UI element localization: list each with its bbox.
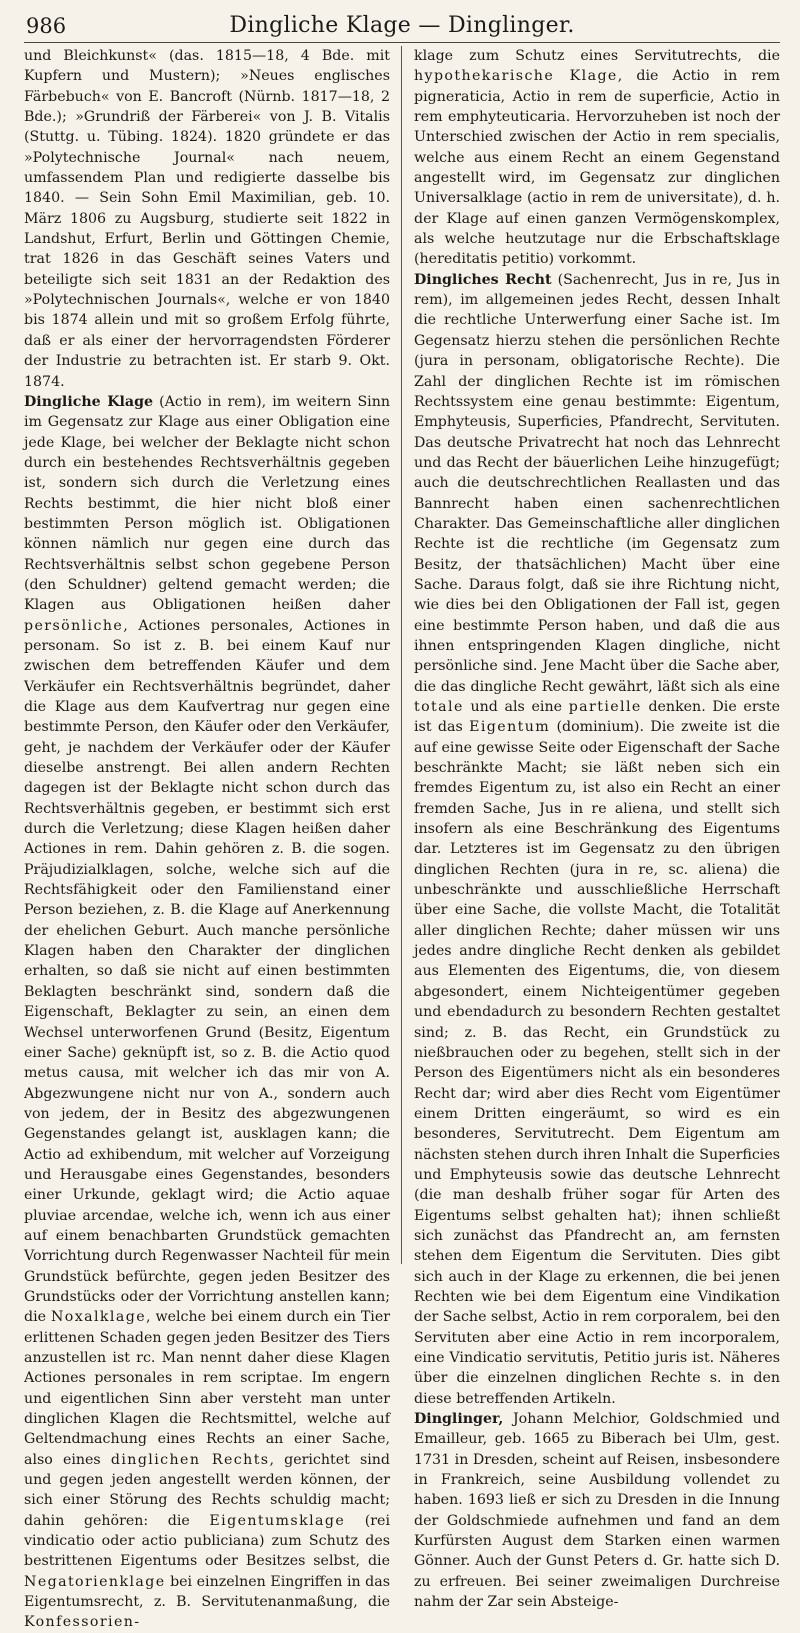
text-columns xyxy=(24,46,780,1631)
entry-dinglinger: Dinglinger, Johann Melchior, Goldschmied und Emailleur, geb. 1665 zu Biberach bei Ulm, gest. 1731 in Dresden, scheint auf Reisen, insbesondere in Frankreich, seine Ausbildung vollendet zu haben. 1693 ließ er sich zu Dresden in die Innung der Goldschmiede aufnehmen und fand an dem Kurfürsten August dem Starken einen warmen Gönner. Auch der Gunst Peters d. Gr. hatte sich D. zu erfreuen. Bei seiner zweimaligen Durchreise nahm der Zar sein Absteige- xyxy=(414,1411,780,1611)
page-header xyxy=(24,8,780,43)
entry-continuation-right: klage zum Schutz eines Servitutrechts, die hypothekarische Klage, die Actio in rem pigneraticia, Actio in rem de superficie, Actio in rem emphyteuticaria. Hervorzuheben ist noch der Unterschied zwischen der Actio in rem specialis, welche aus einem Recht an einem Gegenstand angestellt wird, im Gegensatz zur dinglichen Universalklage (actio in rem de universitate), d. h. der Klage auf einen ganzen Vermögenskomplex, als welche heutzutage nur die Erbschaftsklage (hereditatis petitio) vorkommt. xyxy=(414,48,780,268)
entry-continuation: und Bleichkunst« (das. 1815—18, 4 Bde. mit Kupfern und Mustern); »Neues englisches Färbebuch« von E. Bancroft (Nürnb. 1817—18, 2 Bde.); »Grundriß der Färberei« von J. B. Vitalis (Stuttg. u. Tübing. 1824). 1820 gründete er das »Polytechnische Journal« nach neuem, umfassendem Plan und redigierte dasselbe bis 1840. — Sein Sohn Emil Maximilian, geb. 10. März 1806 zu Augsburg, studierte seit 1822 in Landshut, Erfurt, Berlin und Göttingen Chemie, trat 1826 in das Geschäft seines Vaters und beteiligte sich seit 1831 an der Redaktion des »Polytechnischen Journals«, welche er von 1840 bis 1874 allein und mit so großem Erfolg führte, daß er als einer der hervorragendsten Förderer der Industrie zu betrachten ist. Er starb 9. Okt. 1874. xyxy=(24,48,390,390)
lemma-heading: Dingliche Klage xyxy=(24,393,154,410)
running-title: Dingliche Klage — Dinglinger. xyxy=(229,13,575,38)
entry-dingliche-klage: Dingliche Klage (Actio in rem), im weitern Sinn im Gegensatz zur Klage aus einer Obligation eine jede Klage, bei welcher der Beklagte nicht schon durch ein bestehendes Rechtsverhältnis gegeben ist, sondern sich durch die Verletzung eines Rechts bestimmt, die hier nicht bloß einer bestimmten Person möglich ist. Obligationen können nämlich nur gegen eine durch das Rechtsverhältnis selbst schon gegebene Person (den Schuldner) geltend gemacht werden; die Klagen aus Obligationen heißen daher persönliche, Actiones personales, Actiones in personam. So ist z. B. bei einem Kauf nur zwischen dem betreffenden Käufer und dem Verkäufer ein Rechtsverhältnis begründet, daher die Klage aus dem Kaufvertrag nur gegen eine bestimmte Person, den Käufer oder den Verkäufer, geht, je nachdem der Verkäufer oder der Käufer dieselbe anstrengt. Bei allen andern Rechten dagegen ist der Beklagte nicht schon durch das Rechtsverhältnis gegeben, er bestimmt sich erst durch die Verletzung; diese Klagen heißen daher Actiones in rem. Dahin gehören z. B. die sogen. Präjudizialklagen, solche, welche sich auf die Rechtsfähigkeit oder den Familienstand einer Person beziehen, z. B. die Klage auf Anerkennung der ehelichen Geburt. Auch manche persönliche Klagen haben den Charakter der dinglichen erhalten, so daß sie nicht auf einen bestimmten Beklagten beschränkt sind, sondern daß die Eigenschaft, Beklagter zu sein, an einen dem Wechsel unterworfenen Grund (Besitz, Eigentum einer Sache) geknüpft ist, so z. B. die Actio quod metus causa, mit welcher ich das mir von A. Abgezwungene nicht nur von A., sondern auch von jedem, der in Besitz des abgezwungenen Gegenstandes gelangt ist, ausklagen kann; die Actio ad exhibendum, mit welcher auf Vorzeigung und Herausgabe eines Gegenstandes, besonders einer Urkunde, geklagt wird; die Actio aquae pluviae arcendae, welche ich, wenn ich aus einer auf einem benachbarten Grundstück gemachten Vorrichtung durch Regenwasser Nachteil für mein Grundstück befürchte, gegen jeden Besitzer des Grundstücks oder der Vorrichtung anstellen kann; die Noxalklage, welche bei einem durch ein Tier erlittenen Schaden gegen jeden Besitzer des Tiers anzustellen ist rc. Man nennt daher diese Klagen Actiones personales in rem scriptae. Im engern und eigentlichen Sinn aber versteht man unter dinglichen Klagen die Rechtsmittel, welche auf Geltendmachung eines Rechts an einer Sache, also eines dinglichen Rechts, gerichtet sind und gegen jeden angestellt werden können, der sich einer Störung des Rechts schuldig macht; dahin gehören: die Eigentumsklage (rei vindicatio oder actio publiciana) zum Schutz des bestrittenen Eigentums oder Besitzes selbst, die Negatorienklage bei einzelnen Eingriffen in das Eigentumsrecht, z. B. Servitutenanmaßung, die Konfessorien- xyxy=(24,393,390,1631)
entry-dingliches-recht: Dingliches Recht (Sachenrecht, Jus in re, Jus in rem), im allgemeinen jedes Recht, dessen Inhalt die rechtliche Unterwerfung einer Sache ist. Im Gegensatz hierzu stehen die persönlichen Rechte (jura in personam, obligatorische Rechte). Die Zahl der dinglichen Rechte ist im römischen Rechtssystem eine genau bestimmte: Eigentum, Emphyteusis, Superficies, Pfandrecht, Servituten. Das deutsche Privatrecht hat noch das Lehnrecht und das Recht der bäuerlichen Leihe hinzugefügt; auch die deutschrechtlichen Reallasten und das Bannrecht haben einen sachenrechtlichen Charakter. Das Gemeinschaftliche aller dinglichen Rechte ist die rechtliche (im Gegensatz zum Besitz, der thatsächlichen) Macht über eine Sache. Daraus folgt, daß sie ihre Richtung nicht, wie dies bei den Obligationen der Fall ist, gegen eine bestimmte Person haben, und daß die aus ihnen entspringenden Klagen dingliche, nicht persönliche sind. Jene Macht über die Sache aber, die das dingliche Recht gewährt, läßt sich als eine totale und als eine partielle denken. Die erste ist das Eigentum (dominium). Die zweite ist die auf eine gewisse Seite oder Eigenschaft der Sache beschränkte Macht; sie läßt neben sich ein fremdes Eigentum zu, ist also ein Recht an einer fremden Sache, Jus in re aliena, und stellt sich insofern als eine Beschränkung des Eigentums dar. Letzteres ist im Gegensatz zu den übrigen dinglichen Rechten (jura in re, sc. aliena) die unbeschränkte und ausschließliche Herrschaft über eine Sache, die vollste Macht, die Totalität aller dinglichen Rechte; daher müssen wir uns jedes andre dingliche Recht denken als gebildet aus Elementen des Eigentums, die, von diesem abgesondert, einem Nichteigentümer gegeben und ebendadurch zu besondern Rechten gestaltet sind; z. B. das Recht, ein Grundstück zu nießbrauchen oder zu begehen, stellt sich in der Person des Eigentümers nicht als ein besonderes Recht dar; wird aber dies Recht vom Eigentümer einem Dritten eingeräumt, so wird es ein besonderes, Servitutrecht. Dem Eigentum am nächsten stehen durch ihren Inhalt die Superficies und Emphyteusis sowie das deutsche Lehnrecht (die man deshalb früher sogar für Arten des Eigentums selbst gehalten hat); ihnen schließt sich zunächst das Pfandrecht an, am fernsten stehen dem Eigentum die Servituten. Dies gibt sich auch in der Klage zu erkennen, die bei jenen Rechten wie bei dem Eigentum eine Vindikation der Sache selbst, Actio in rem corporalem, bei den Servituten aber eine Actio in rem incorporalem, eine Vindicatio servitutis, Petitio juris ist. Näheres über die einzelnen dinglichen Rechte s. in den diese betreffenden Artikeln. xyxy=(414,271,780,1407)
left-column xyxy=(24,46,390,1631)
right-column xyxy=(414,46,780,1611)
column-divider xyxy=(401,46,402,1264)
lemma-heading: Dinglinger, xyxy=(414,1411,504,1428)
page-number: 986 xyxy=(26,14,67,38)
lemma-heading: Dingliches Recht xyxy=(414,271,552,288)
